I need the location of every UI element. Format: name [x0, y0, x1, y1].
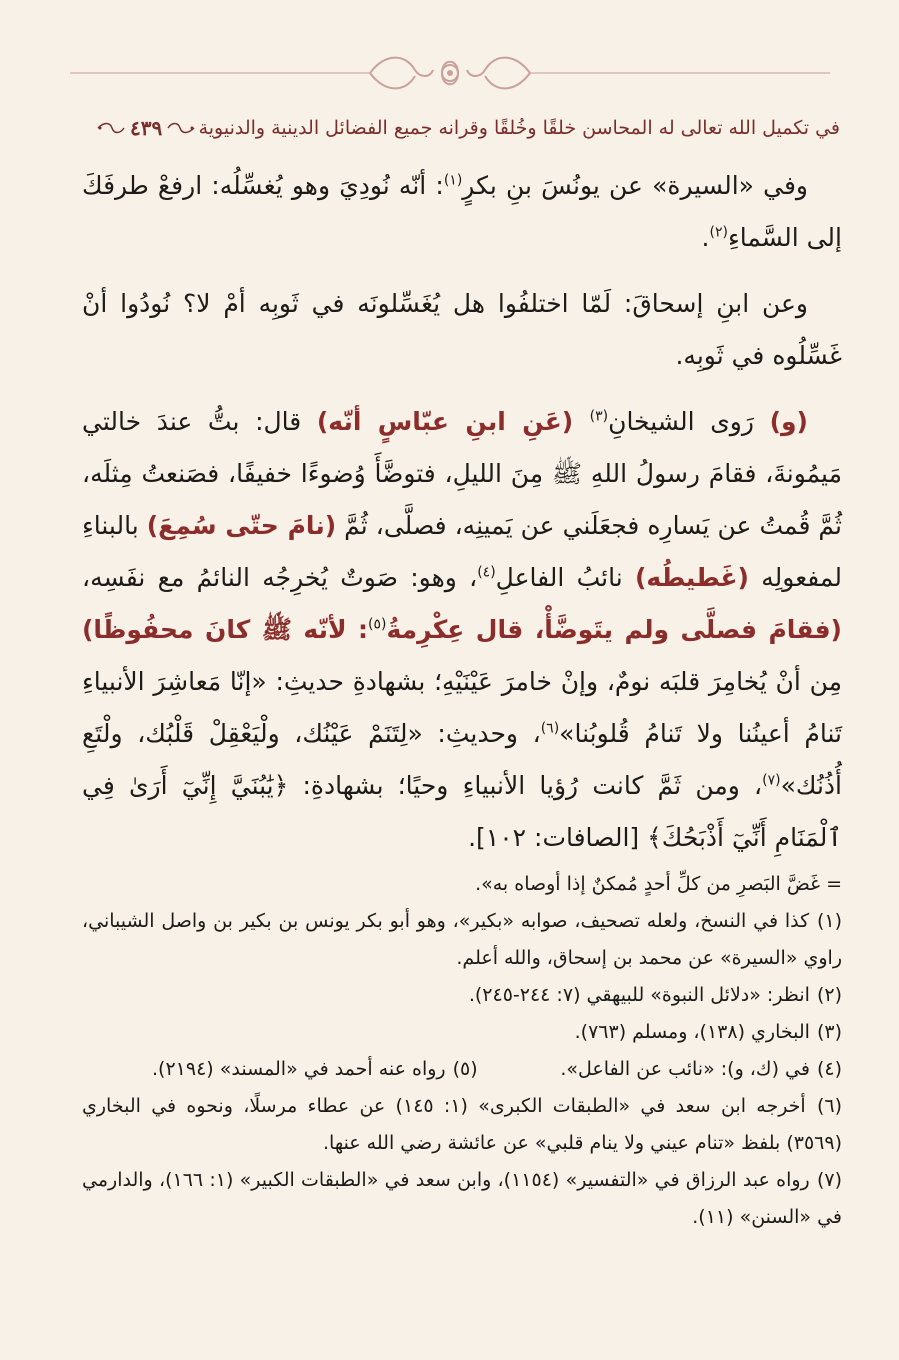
page-number-badge [92, 112, 200, 144]
footnote-ref[interactable]: (٥) [368, 616, 387, 633]
footnote-ref[interactable]: (٣) [589, 408, 609, 425]
paragraph: وعن ابنِ إسحاقَ: لَمّا اختلفُوا هل يُغَسِّلونَه في ثَوبِه أمْ لا؟ نُودُوا أنْ غَسِّلُوه في ثَوبِه. [82, 289, 842, 370]
footnote-continuation: = غَضَّ البَصرِ من كلِّ أحدٍ مُمكنٌ إذا أوصاه به». [475, 873, 842, 895]
footnote-pair [82, 1051, 842, 1088]
footnote-number: (٤) [816, 1058, 842, 1080]
footnotes [82, 866, 842, 1236]
highlighted-text: : لأنّه ﷺ كانَ محفُوظًا) [82, 615, 369, 644]
scroll-ornament-left-icon [96, 120, 126, 136]
footnote-ref[interactable]: (٤) [477, 564, 496, 581]
footnote-ref[interactable]: (٢) [709, 224, 728, 241]
footnote: (٦) أخرجه ابن سعد في «الطبقات الكبرى» (١: ١٤٥) عن عطاء مرسلًا، ونحوه في البخاري (٣٥٦٩) بلفظ «تنام عيني ولا ينام قلبي» عن عائشة رضي الله عنها. [82, 1088, 842, 1162]
main-text [82, 160, 842, 878]
paragraph: وفي «السيرة» عن يونُسَ بنِ بكرٍ$^{(١)}$: أنّه نُودِيَ وهو يُغسِّلُه: ارفعْ طرفَكَ إلى السَّماءِ$^{(٢)}$. [82, 171, 842, 252]
floral-divider-icon [70, 48, 830, 98]
footnote-number: (١) [816, 910, 842, 932]
highlighted-text: (فقامَ فصلَّى ولم يتَوضَّأْ، قال عِكْرِمةُ [386, 615, 842, 644]
footnote-ref[interactable]: (١) [443, 172, 463, 189]
footnote: (٧) رواه عبد الرزاق في «التفسير» (١١٥٤)، وابن سعد في «الطبقات الكبير» (١: ١٦٦)، والدارمي في «السنن» (١١). [82, 1162, 842, 1236]
header-title: في تكميل الله تعالى له المحاسن خلقًا وخُلقًا وقرانه جميع الفضائل الدينية والدنيوية [198, 117, 840, 139]
highlighted-text: (و) [769, 407, 808, 436]
paragraph: (و) رَوى الشيخانِ$^{(٣)}$ (عَنِ ابنِ عبّاسٍ أنّه) قال: بتُّ عندَ خالتي مَيمُونةَ، فقامَ رسولُ اللهِ ﷺ مِنَ الليلِ، فتوضَّأَ وُضوءًا خفيفًا، فصَنعتُ مِثلَه، ثُمَّ قُمتُ عن يَسارِه فجعَلَني عن يَمينِه، فصلَّى، ثُمَّ (نامَ حتّى سُمِعَ) بالبناءِ لمفعولِه (غَطيطُه) نائبُ الفاعلِ$^{(٤)}$، وهو: صَوتٌ يُخرِجُه النائمُ مع نفَسِه، (فقامَ فصلَّى ولم يتَوضَّأْ، قال عِكْرِمةُ$^{(٥)}$: لأنّه ﷺ كانَ محفُوظًا) مِن أنْ يُخامِرَ قلبَه نومٌ، وإنْ خامرَ عَيْنَيْهِ؛ بشهادةِ حديثِ: «إنّا مَعاشِرَ الأنبياءِ تَنامُ أعينُنا ولا تَنامُ قُلوبُنا»$^{(٦)}$، وحديثِ: «لِتَنَمْ عَيْنُك، ولْيَعْقِلْ قَلْبُك، ولْتَعِ أُذُنُك»$^{(٧)}$، ومن ثَمَّ كانت رُؤيا الأنبياءِ وحيًا؛ بشهادةِ: ﴿يَٰبُنَيَّ إِنِّيٓ أَرَىٰ فِي ٱلْمَنَامِ أَنِّيٓ أَذْبَحُكَ﴾ [الصافات: ١٠٢]. [82, 407, 843, 852]
highlighted-text: (عَنِ ابنِ عبّاسٍ أنّه) [316, 407, 590, 436]
footnote: (٤) في (ك، و): «نائب عن الفاعل». [560, 1051, 842, 1088]
highlighted-text: (غَطيطُه) [634, 563, 749, 592]
footnote: (٢) انظر: «دلائل النبوة» للبيهقي (٧: ٢٤٤-٢٤٥). [82, 977, 842, 1014]
footnote-number: (٢) [816, 984, 842, 1006]
footnote-ref[interactable]: (٦) [540, 720, 560, 737]
scroll-ornament-right-icon [166, 120, 196, 136]
footnote-number: (٦) [816, 1095, 843, 1117]
footnote: (٣) البخاري (١٣٨)، ومسلم (٧٦٣). [82, 1014, 842, 1051]
highlighted-text: (نامَ حتّى سُمِعَ) [146, 511, 337, 540]
footnote: (٥) رواه عنه أحمد في «المسند» (٢١٩٤). [152, 1051, 478, 1088]
footnote-ref[interactable]: (٧) [762, 772, 781, 789]
footnote-number: (٧) [816, 1169, 842, 1191]
footnote-number: (٥) [452, 1058, 478, 1080]
page-number: ٤٣٩ [130, 116, 163, 140]
footnote: (١) كذا في النسخ، ولعله تصحيف، صوابه «بكير»، وهو أبو بكر يونس بن بكير بن واصل الشيباني، راوي «السيرة» عن محمد بن إسحاق، والله أعلم. [82, 903, 842, 977]
footnote-number: (٣) [816, 1021, 842, 1043]
